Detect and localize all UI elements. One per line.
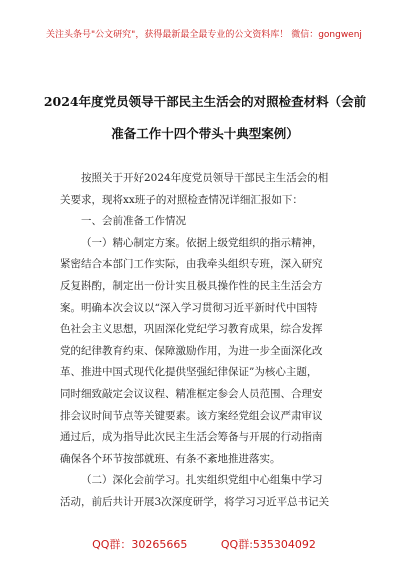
body-line: 案。明确本次会议以“深入学习贯彻习近平新时代中国特 [60, 301, 318, 314]
body-line: 通过后，成为指导此次民主生活会筹备与开展的行动指南 [60, 431, 323, 444]
body-line: （二）深化会前学习。扎实组织党组中心组集中学习 [81, 474, 323, 487]
body-line: 按照关于开好2024年度党员领导干部民主生活会的相 [81, 172, 329, 184]
body-line: 确保各个环节按部就班、有条不紊地推进落实。 [60, 452, 281, 465]
body-line: 党的纪律教育约束、保障激励作用，为进一步全面深化改 [60, 344, 323, 357]
body-line: 色社会主义思想，巩固深化党纪学习教育成果，综合发挥 [60, 323, 323, 336]
footer-qq-group-1: QQ群：30265665 [92, 538, 188, 551]
body-line: （一）精心制定方案。依据上级党组织的指示精神， [81, 236, 323, 249]
document-body [60, 168, 350, 514]
document-title-line-1: 2024年度党员领导干部民主生活会的对照检查材料（会前 [43, 94, 367, 109]
footer-qq-groups [0, 536, 408, 552]
body-line: 同时细致敲定会议议程、精准框定参会人员范围、合理安 [60, 387, 323, 400]
body-line: 反复斟酌，制定出一份计实且极具操作性的民主生活会方 [60, 279, 323, 292]
promo-header-note: 关注头条号"公文研究"，获得最新最全最专业的公文资料库！ 微信：gongwenj [46, 30, 362, 40]
body-line: 紧密结合本部门工作实际，由我牵头组织专班，深入研究 [60, 258, 323, 271]
section-heading: 一、会前准备工作情况 [81, 215, 186, 228]
body-line: 排会议时间节点等关键要素。该方案经党组会议严肃审议 [60, 409, 323, 422]
body-line: 革、推进中国式现代化提供坚强纪律保证”为核心主题， [60, 366, 318, 379]
footer-qq-group-2: QQ群:535304092 [220, 538, 316, 551]
document-title-line-2: 准备工作十四个带头十典型案例） [111, 126, 299, 141]
body-line: 活动，前后共计开展3次深度研学，将学习习近平总书记关 [60, 495, 330, 508]
body-line: 关要求，现将xx班子的对照检查情况详细汇报如下： [60, 193, 303, 206]
